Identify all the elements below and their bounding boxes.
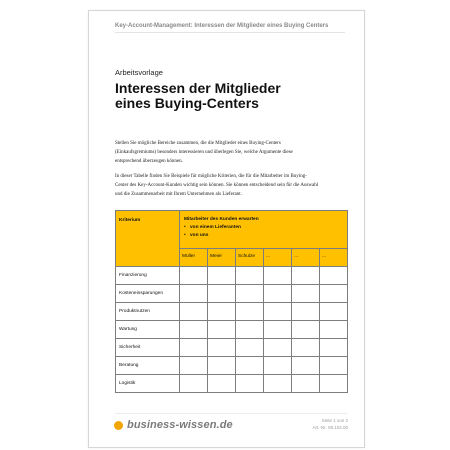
table-row (116, 375, 348, 393)
name-header: Schulze (236, 249, 264, 267)
page-number: Seite 1 von 2 (321, 418, 348, 423)
input-cell[interactable] (292, 285, 320, 303)
input-cell[interactable] (180, 321, 208, 339)
input-cell[interactable] (236, 285, 264, 303)
footer-divider (115, 413, 347, 414)
intro-paragraph-2: In dieser Tabelle finden Sie Beispiele für mögliche Kriterien, die für die Mitarbeiter im Buying-Center des Key-Account-Kunden wichtig sein können. Sie können entscheidend sein für die Auswahl und die Zusammenarbeit mit Ihrem Unternehmen als Lieferant. (115, 173, 319, 198)
row-label: Beratung (116, 357, 180, 375)
input-cell[interactable] (292, 339, 320, 357)
input-cell[interactable] (236, 357, 264, 375)
expectations-header (180, 211, 348, 249)
input-cell[interactable] (180, 303, 208, 321)
input-cell[interactable] (180, 285, 208, 303)
input-cell[interactable] (180, 267, 208, 285)
input-cell[interactable] (208, 321, 236, 339)
input-cell[interactable] (320, 375, 348, 393)
header-divider (115, 32, 345, 33)
document-page (88, 10, 365, 448)
input-cell[interactable] (320, 339, 348, 357)
row-label: Logistik (116, 375, 180, 393)
page-title (115, 81, 281, 111)
input-cell[interactable] (292, 303, 320, 321)
logo-dot-icon (114, 421, 123, 430)
input-cell[interactable] (292, 267, 320, 285)
input-cell[interactable] (320, 321, 348, 339)
row-label: Kosteneinsparungen (116, 285, 180, 303)
input-cell[interactable] (320, 303, 348, 321)
input-cell[interactable] (292, 357, 320, 375)
input-cell[interactable] (180, 357, 208, 375)
footer-info (312, 417, 348, 431)
expectations-bullets (184, 225, 344, 238)
input-cell[interactable] (236, 321, 264, 339)
title-line-2: eines Buying-Centers (115, 95, 259, 111)
input-cell[interactable] (208, 339, 236, 357)
input-cell[interactable] (208, 357, 236, 375)
input-cell[interactable] (264, 339, 292, 357)
input-cell[interactable] (320, 357, 348, 375)
name-header: ... (320, 249, 348, 267)
name-header: ... (292, 249, 320, 267)
name-header: ... (264, 249, 292, 267)
input-cell[interactable] (208, 375, 236, 393)
row-label: Produktnutzen (116, 303, 180, 321)
name-header: Müller (180, 249, 208, 267)
intro-text (115, 139, 320, 204)
input-cell[interactable] (180, 375, 208, 393)
brand-logo: business-wissen.de (127, 419, 233, 431)
input-cell[interactable] (292, 321, 320, 339)
expectations-title: Mitarbeiter des Kunden erwarten (184, 217, 259, 222)
input-cell[interactable] (208, 303, 236, 321)
table-row (116, 339, 348, 357)
name-header: Meier (208, 249, 236, 267)
table-row (116, 357, 348, 375)
article-number: Art.-Nr. 08.102.00 (312, 425, 348, 430)
row-label: Sicherheit (116, 339, 180, 357)
input-cell[interactable] (236, 267, 264, 285)
input-cell[interactable] (180, 339, 208, 357)
input-cell[interactable] (236, 375, 264, 393)
table-row (116, 267, 348, 285)
input-cell[interactable] (264, 303, 292, 321)
bullet-supplier: • von einem Lieferanten (184, 225, 344, 230)
input-cell[interactable] (264, 267, 292, 285)
input-cell[interactable] (292, 375, 320, 393)
table-row (116, 285, 348, 303)
intro-paragraph-1: Stellen Sie mögliche Bereiche zusammen, die die Mitglieder eines Buying-Centers (Einkaufsgremiums) besonders interessieren und überlegen Sie, welche Argumente diese entsprechend überzeugen können. (115, 141, 293, 165)
criterion-header: Kriterium (116, 211, 180, 267)
input-cell[interactable] (320, 267, 348, 285)
input-cell[interactable] (264, 357, 292, 375)
criteria-table (115, 210, 348, 393)
row-label: Finanzierung (116, 267, 180, 285)
input-cell[interactable] (208, 267, 236, 285)
input-cell[interactable] (264, 285, 292, 303)
input-cell[interactable] (236, 303, 264, 321)
row-label: Wartung (116, 321, 180, 339)
input-cell[interactable] (208, 285, 236, 303)
title-line-1: Interessen der Mitglieder (115, 80, 281, 96)
document-type: Arbeitsvorlage (115, 68, 163, 77)
input-cell[interactable] (264, 321, 292, 339)
input-cell[interactable] (320, 285, 348, 303)
input-cell[interactable] (236, 339, 264, 357)
page-header: Key-Account-Management: Interessen der Mitglieder eines Buying Centers (115, 23, 329, 29)
bullet-us: • von uns (184, 233, 344, 238)
table-row (116, 321, 348, 339)
table-row (116, 303, 348, 321)
input-cell[interactable] (264, 375, 292, 393)
